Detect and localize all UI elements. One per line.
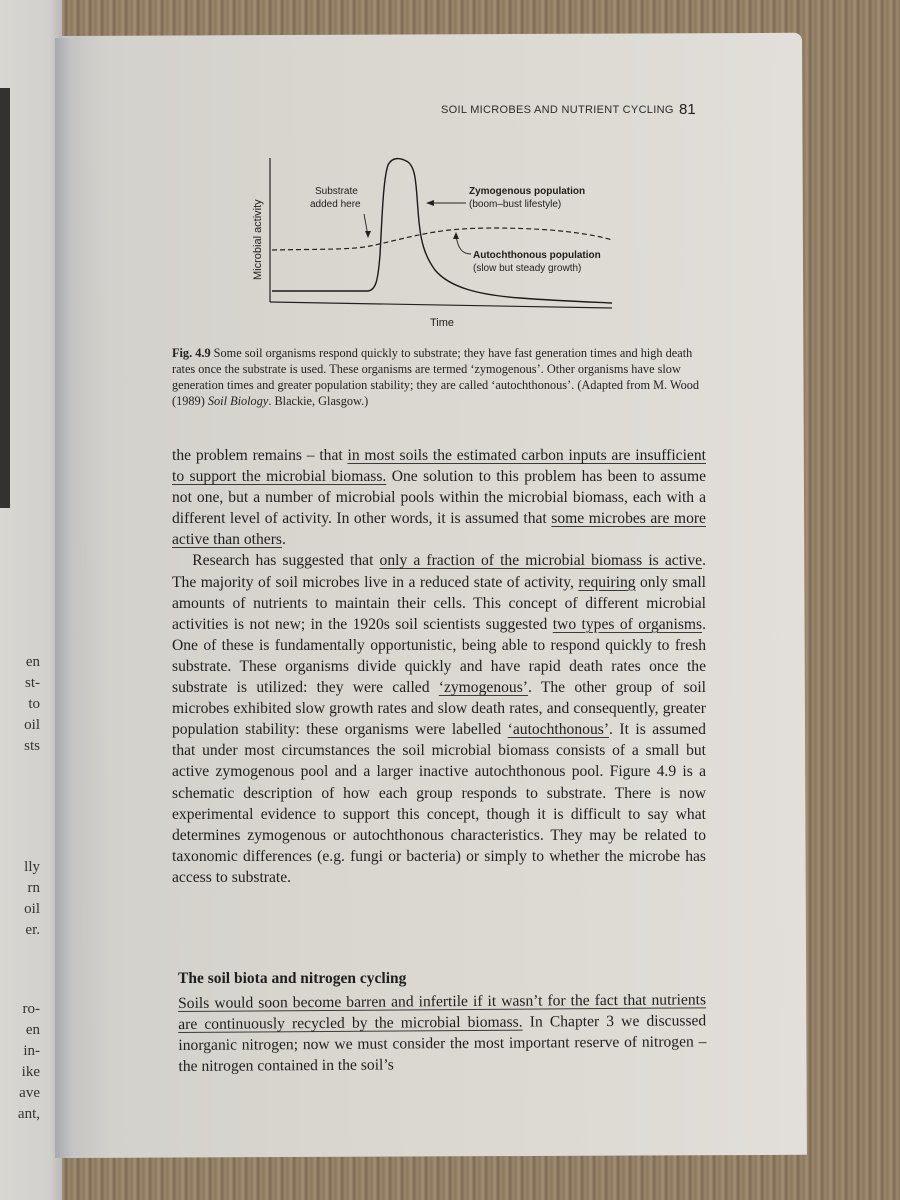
left-page-text-fragments <box>0 652 40 1125</box>
paragraph-2 <box>172 550 706 888</box>
underlined-text: some microbes are more active than others <box>172 510 706 549</box>
left-fragment: en <box>25 654 40 670</box>
text-run: . One of these is fundamentally opportunistic, being able to respond quickly to fresh substrate. These organisms divide quickly and have rapid death rates once the substrate is utilized: they were called <box>172 615 706 697</box>
paragraph-1 <box>172 445 706 550</box>
left-fragment: oil <box>24 717 40 733</box>
left-fragment: to <box>28 696 40 712</box>
left-fragment: ike <box>21 1064 40 1080</box>
left-fragment: st- <box>25 675 40 691</box>
microbial-activity-diagram <box>240 140 640 335</box>
x-axis <box>270 302 612 308</box>
left-fragment: ant, <box>17 1106 40 1122</box>
figure-4-9 <box>240 140 640 335</box>
figure-label: Fig. 4.9 <box>172 346 211 360</box>
text-run: In Chapter 3 we discussed inorganic nitrogen; now we must consider the most important reserve of nitrogen – the nitrogen contained in the soil’s <box>178 1012 707 1076</box>
substrate-arrow-head-icon <box>365 231 371 238</box>
figure-caption <box>172 345 712 409</box>
substrate-label-line2: added here <box>310 199 361 210</box>
text-run: . The other group of soil microbes exhibited slow growth rates and slow death rates, and consequently, greater population stability: these organisms were labelled <box>172 679 706 739</box>
text-run: the problem remains – that <box>172 447 348 464</box>
autochthonous-curve <box>272 228 612 250</box>
underlined-text: two types of organisms <box>552 615 703 633</box>
autochthonous-label-sub: (slow but steady growth) <box>473 263 582 274</box>
left-fragment: en <box>25 1022 40 1038</box>
text-run: only small amounts of nutrients to maintain their cells. This concept of different microbial activities is not new; in the 1920s soil scientists suggested <box>172 573 706 633</box>
left-fragment: rn <box>27 880 40 896</box>
underlined-text: ‘zymogenous’ <box>438 679 528 697</box>
left-facing-page <box>0 0 62 1200</box>
underlined-text: in most soils the estimated carbon inputs are insufficient to support the microbial biomass. <box>172 447 706 486</box>
y-axis-label: Microbial activity <box>252 199 264 280</box>
left-fragment: lly <box>24 859 40 875</box>
x-axis-label: Time <box>430 317 455 329</box>
autochthonous-label-title: Autochthonous population <box>473 250 601 261</box>
left-fragment: oil <box>24 901 40 917</box>
paragraph-3 <box>178 989 707 1077</box>
caption-text-end: . Blackie, Glasgow.) <box>268 394 369 408</box>
text-run: One solution to this problem has been to assume not one, but a number of microbial pools within the microbial biomass, each with a different level of activity. In other words, it is assumed that <box>172 468 707 528</box>
text-run: . <box>281 531 286 549</box>
left-fragment: ro- <box>22 1001 40 1017</box>
underlined-text: requiring <box>578 573 636 591</box>
left-fragment: sts <box>24 738 40 754</box>
book-gutter-shadow <box>55 38 85 1158</box>
body-text <box>172 445 706 888</box>
zymogenous-arrow-head-icon <box>426 200 434 206</box>
autochthonous-arrow-head-icon <box>453 232 459 239</box>
zymogenous-label-title: Zymogenous population <box>469 186 586 197</box>
substrate-label-line1: Substrate <box>315 186 358 197</box>
text-run: . It is assumed that under most circumstances the soil microbial biomass consists of a small but active zymogenous pool and a larger inactive autochthonous pool. Figure 4.9 is a schematic description of how each group responds to substrate. There is now experimental evidence to support this concept, though it is difficult to say what determines zymogenous or autochthonous characteristics. They may be related to taxonomic differences (e.g. fungi or bacteria) or simply to whether the microbe has access to substrate. <box>172 721 706 886</box>
text-run: Research has suggested that <box>192 552 380 570</box>
left-fragment: in- <box>23 1043 40 1059</box>
running-head: SOIL MICROBES AND NUTRIENT CYCLING <box>441 104 674 116</box>
underlined-text: ‘autochthonous’ <box>507 721 610 739</box>
section-heading: The soil biota and nitrogen cycling <box>178 970 407 987</box>
caption-book-title: Soil Biology <box>207 394 269 408</box>
page-number: 81 <box>679 101 696 118</box>
underlined-text: only a fraction of the microbial biomass is active <box>379 552 703 570</box>
body-text-section <box>178 989 707 1077</box>
underlined-text: Soils would soon become barren and infertile if it wasn’t for the fact that nutrients are continuously recycled by the microbial biomass. <box>178 991 707 1034</box>
left-page-photo-edge <box>0 88 10 508</box>
left-fragment: ave <box>19 1085 40 1101</box>
zymogenous-label-sub: (boom–bust lifestyle) <box>469 199 562 210</box>
left-fragment: er. <box>25 922 40 938</box>
text-run: . The majority of soil microbes live in a reduced state of activity, <box>172 552 706 591</box>
caption-text: Some soil organisms respond quickly to substrate; they have fast generation times and high death rates once the substrate is used. These organisms are termed ‘zymogenous’. Other organisms have slow generation times and greater population stability; they are called ‘autochthonous’. (Adapted from M. Wood (1989) <box>172 346 700 408</box>
